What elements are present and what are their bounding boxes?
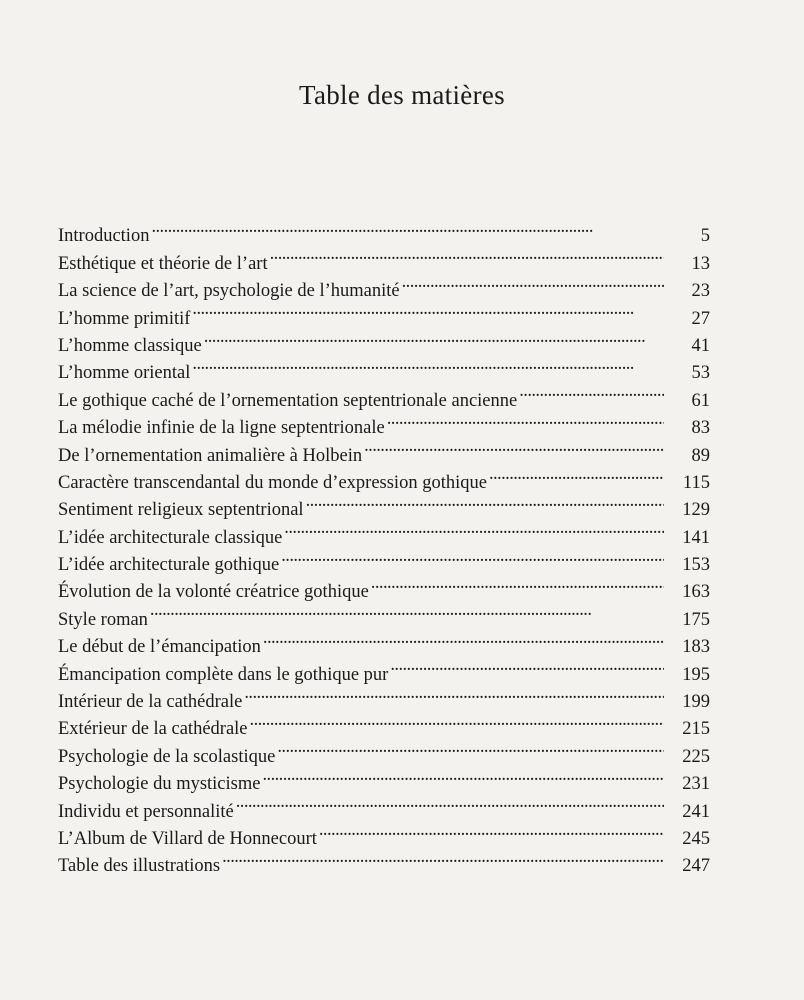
- toc-entry-title: La science de l’art, psychologie de l’humanité: [58, 281, 400, 302]
- toc-entry-title: Intérieur de la cathédrale: [58, 692, 243, 713]
- toc-entry-page: 141: [682, 527, 710, 548]
- toc-entry-page: 13: [691, 253, 710, 274]
- toc-entry-title: Individu et personnalité: [58, 801, 234, 822]
- dot-leader: [204, 324, 664, 351]
- toc-entry-title: La mélodie infinie de la ligne septentrionale: [58, 418, 385, 439]
- dot-leader: [387, 406, 664, 433]
- dot-leader: [192, 296, 664, 323]
- toc-entry-page: 5: [700, 226, 710, 247]
- toc-entry-page: 53: [691, 363, 710, 384]
- dot-leader: [192, 351, 664, 378]
- dot-leader: [270, 241, 664, 268]
- toc-entry-page: 231: [682, 774, 710, 795]
- toc-entry-title: Sentiment religieux septentrional: [58, 500, 304, 521]
- toc-entry-page: 199: [682, 692, 710, 713]
- toc-entry-page: 129: [682, 500, 710, 521]
- toc-entry-page: 153: [682, 555, 710, 576]
- dot-leader: [250, 707, 664, 734]
- toc-entry-title: Le début de l’émancipation: [58, 637, 261, 658]
- toc-entry-page: 183: [682, 637, 710, 658]
- toc-entry-title: Extérieur de la cathédrale: [58, 719, 248, 740]
- toc-entry-title: Le gothique caché de l’ornementation septentrionale ancienne: [58, 390, 518, 411]
- dot-leader: [150, 597, 664, 624]
- dot-leader: [306, 488, 664, 515]
- dot-leader: [284, 515, 664, 542]
- dot-leader: [222, 844, 664, 871]
- toc-entry-title: De l’ornementation animalière à Holbein: [58, 445, 363, 466]
- toc-entry-title: Caractère transcendantal du monde d’expression gothique: [58, 472, 487, 493]
- toc-entry-page: 195: [682, 664, 710, 685]
- dot-leader: [319, 817, 664, 844]
- dot-leader: [262, 762, 664, 789]
- dot-leader: [236, 789, 664, 816]
- toc-entry-page: 225: [682, 746, 710, 767]
- toc-entry: [58, 214, 710, 247]
- toc-entry-page: 23: [691, 281, 710, 302]
- toc-entry-page: 175: [682, 609, 710, 630]
- page-title: Table des matières: [299, 80, 505, 110]
- dot-leader: [244, 680, 664, 707]
- toc-entry: [58, 597, 710, 630]
- toc-entry-title: Introduction: [58, 226, 150, 247]
- toc-entry-page: 89: [691, 445, 710, 466]
- toc-entry-title: Psychologie du mysticisme: [58, 774, 261, 795]
- toc-entry-title: L’idée architecturale classique: [58, 527, 283, 548]
- toc-entry-page: 83: [691, 418, 710, 439]
- toc-entry-page: 61: [691, 390, 710, 411]
- toc-entry-page: 27: [691, 308, 710, 329]
- toc-entry-title: Esthétique et théorie de l’art: [58, 253, 268, 274]
- dot-leader: [281, 543, 664, 570]
- toc-entry-title: L’homme classique: [58, 335, 202, 356]
- toc-entry: [58, 241, 710, 274]
- dot-leader: [277, 734, 664, 761]
- toc-entry-title: Table des illustrations: [58, 856, 221, 877]
- toc-entry-title: Évolution de la volonté créatrice gothique: [58, 582, 369, 603]
- toc-entry: [58, 625, 710, 658]
- toc-entry-page: 115: [682, 472, 710, 493]
- dot-leader: [364, 433, 664, 460]
- dot-leader: [390, 652, 664, 679]
- toc-entry-page: 245: [682, 828, 710, 849]
- table-of-contents: [58, 214, 710, 877]
- toc-entry-page: 163: [682, 582, 710, 603]
- toc-entry-page: 41: [691, 335, 710, 356]
- dot-leader: [263, 625, 664, 652]
- toc-entry-page: 215: [682, 719, 710, 740]
- toc-entry-title: Psychologie de la scolastique: [58, 746, 276, 767]
- toc-entry-page: 247: [682, 856, 710, 877]
- toc-entry-title: L’idée architecturale gothique: [58, 555, 280, 576]
- toc-entry-title: Émancipation complète dans le gothique pur: [58, 664, 389, 685]
- dot-leader: [519, 378, 664, 405]
- dot-leader: [371, 570, 664, 597]
- dot-leader: [489, 461, 664, 488]
- dot-leader: [151, 214, 664, 241]
- toc-entry-page: 241: [682, 801, 710, 822]
- toc-entry-title: Style roman: [58, 609, 148, 630]
- toc-entry-title: L’homme oriental: [58, 363, 191, 384]
- dot-leader: [402, 269, 664, 296]
- toc-entry-title: L’homme primitif: [58, 308, 191, 329]
- toc-entry-title: L’Album de Villard de Honnecourt: [58, 828, 317, 849]
